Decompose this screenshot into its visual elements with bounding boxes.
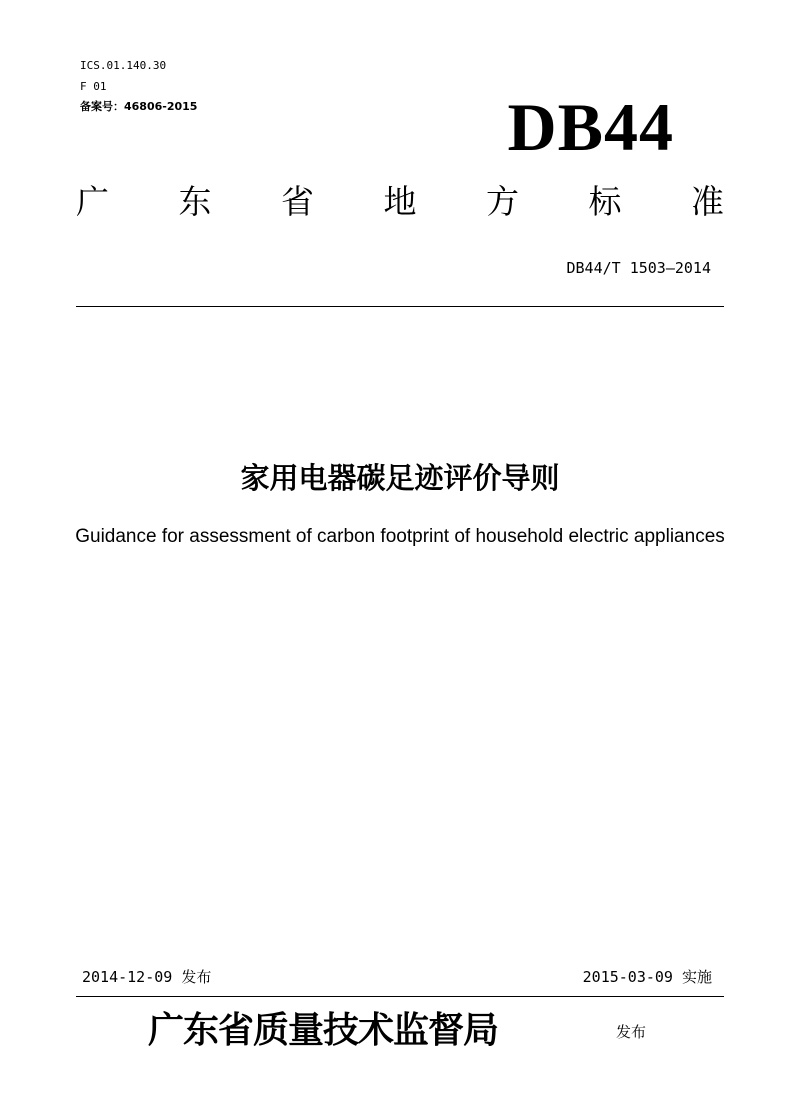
issuer-action: 发布	[616, 1023, 647, 1041]
standard-name-char: 准	[691, 182, 724, 221]
issuing-authority: 广东省质量技术监督局	[148, 1009, 499, 1051]
top-divider	[76, 306, 724, 307]
classification-code: F 01	[80, 80, 107, 93]
standard-name-char: 东	[178, 182, 212, 221]
standard-number: DB44/T 1503—2014	[566, 259, 711, 277]
standard-name-char: 标	[588, 182, 622, 221]
standard-name-char: 广	[76, 182, 109, 221]
standard-name-char: 省	[281, 182, 314, 221]
standard-category-name	[76, 180, 724, 224]
ics-code: ICS.01.140.30	[80, 59, 167, 72]
standard-logo: DB44	[507, 89, 674, 165]
document-title-english: Guidance for assessment of carbon footprint of household electric appliances	[75, 526, 725, 547]
filing-number: 备案号：46806-2015	[80, 100, 198, 113]
issue-date: 2014-12-09 发布	[82, 968, 212, 986]
bottom-divider	[76, 996, 724, 997]
implementation-date: 2015-03-09 实施	[582, 968, 712, 986]
standard-name-char: 方	[486, 182, 519, 221]
standard-name-char: 地	[383, 182, 417, 221]
document-title-chinese: 家用电器碳足迹评价导则	[240, 461, 560, 495]
